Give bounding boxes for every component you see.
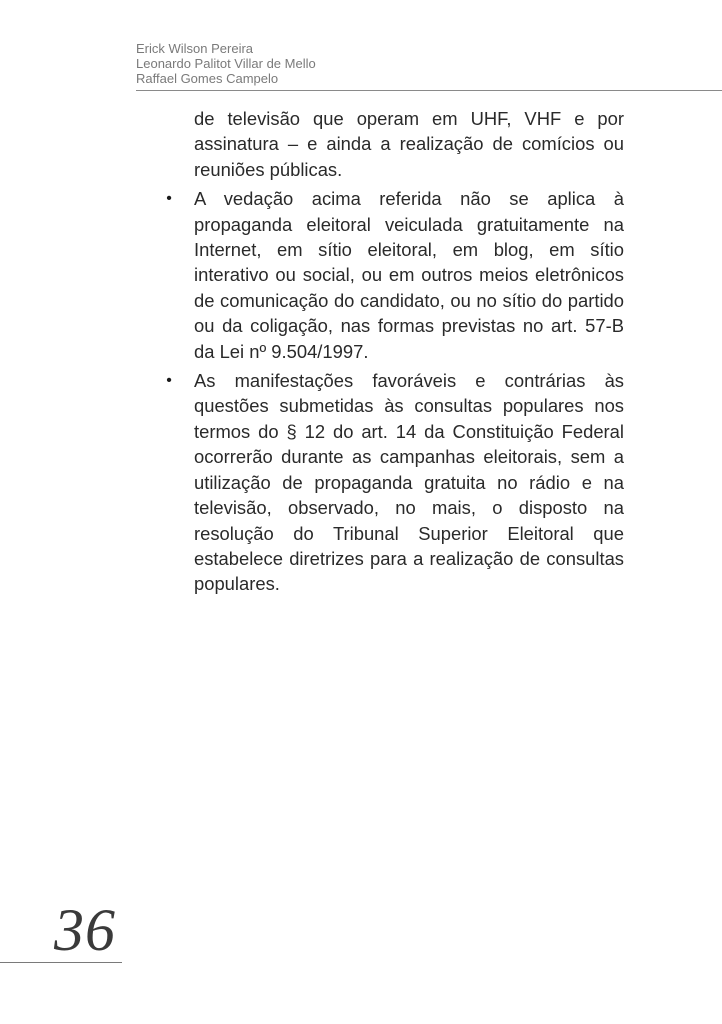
page-body [166,106,624,601]
running-header [136,41,316,86]
page-number: 36 [54,897,116,963]
bullet-icon: • [166,372,172,390]
header-author-2: Leonardo Palitot Villar de Mello [136,56,316,71]
list-item-text: As manifestações favoráveis e contrárias às questões submetidas às consultas populares nos termos do § 12 do art. 14 da Constituição Federal ocorrerão durante as campanhas eleitorais, sem a utilização de propaganda gratuita no rádio e na televisão, observado, no mais, o disposto na resolução do Tribunal Superior Eleitoral que estabelece diretrizes para a realização de consultas populares. [194,370,624,595]
list-item-text: A vedação acima referida não se aplica à propaganda eleitoral veiculada gratuitamente na Internet, em sítio eleitoral, em blog, em sítio interativo ou social, ou em outros meios eletrônicos de comunicação do candidato, ou no sítio do partido ou da coligação, nas formas previstas no art. 57-B da Lei nº 9.504/1997. [194,188,624,362]
bullet-icon: • [166,190,172,208]
header-author-1: Erick Wilson Pereira [136,41,254,56]
header-author-3: Raffael Gomes Campelo [136,71,279,86]
header-divider [136,90,722,91]
list-item [166,186,624,364]
footer-divider [0,962,122,963]
continued-paragraph: de televisão que operam em UHF, VHF e por assinatura – e ainda a realização de comícios ou reuniões públicas. [194,108,624,180]
list-item [166,368,624,597]
